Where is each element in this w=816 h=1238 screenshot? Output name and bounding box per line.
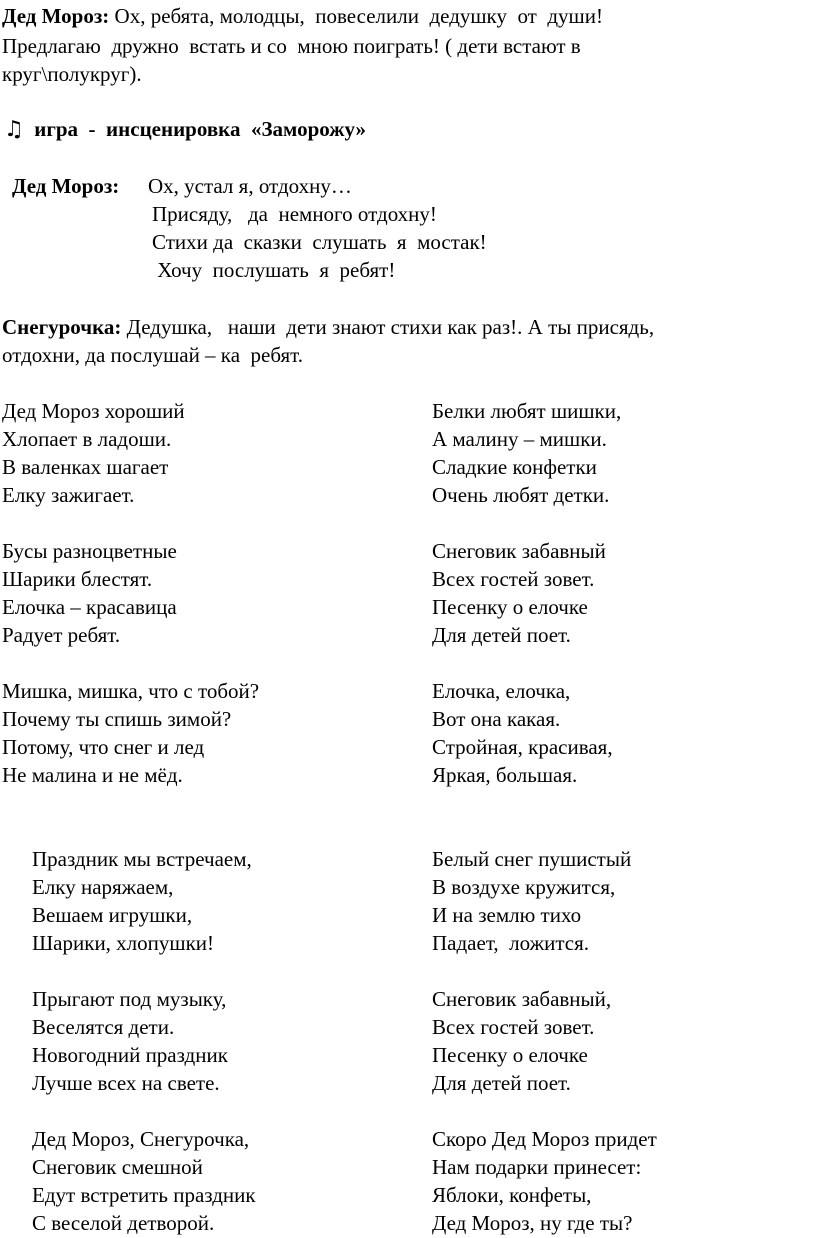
stanza-3-right-line: Вот она какая.	[432, 707, 561, 731]
intro-line-3: круг\полукруг).	[2, 62, 142, 86]
frost-line-1: Ох, устал я, отдохну…	[148, 174, 352, 198]
snow-text-1: Дедушка, наши дети знают стихи как раз!. А ты присядь,	[121, 315, 655, 339]
stanza-2-right-line: Всех гостей зовет.	[432, 567, 595, 591]
stanza-5-right-line: Всех гостей зовет.	[432, 1015, 595, 1039]
stanza-4-right-line: Падает, ложится.	[432, 931, 590, 955]
stanza-1-right-line: Очень любят детки.	[432, 483, 610, 507]
stanza-2-left-line: Радует ребят.	[2, 623, 121, 647]
stanza-5-left-line: Веселятся дети.	[32, 1015, 175, 1039]
game-heading	[4, 115, 366, 144]
stanza-2-left-line: Шарики блестят.	[2, 567, 153, 591]
stanza-2-left-line: Елочка – красавица	[2, 595, 177, 619]
stanza-3-right-line: Стройная, красивая,	[432, 735, 613, 759]
stanza-1-right-line: А малину – мишки.	[432, 427, 607, 451]
stanza-1-left-line: В валенках шагает	[2, 455, 169, 479]
stanza-5-left-line: Новогодний праздник	[32, 1043, 228, 1067]
frost-line-2: Присяду, да немного отдохну!	[152, 202, 437, 226]
stanza-3-left-line: Не малина и не мёд.	[2, 763, 183, 787]
stanza-3-left-line: Потому, что снег и лед	[2, 735, 205, 759]
stanza-2-right-line: Для детей поет.	[432, 623, 571, 647]
stanza-5-right-line: Песенку о елочке	[432, 1043, 588, 1067]
stanza-1-left-line: Дед Мороз хороший	[2, 399, 185, 423]
game-title: игра - инсценировка «Заморожу»	[34, 117, 366, 141]
snow-line-2: отдохни, да послушай – ка ребят.	[2, 343, 304, 367]
stanza-5-right-line: Для детей поет.	[432, 1071, 571, 1095]
stanza-5-left-line: Прыгают под музыку,	[32, 987, 227, 1011]
stanza-4-left-line: Праздник мы встречаем,	[32, 847, 252, 871]
stanza-4-left-line: Шарики, хлопушки!	[32, 931, 215, 955]
stanza-2-right-line: Песенку о елочке	[432, 595, 588, 619]
intro-text-1: Ох, ребята, молодцы, повеселили дедушку от души!	[109, 4, 603, 28]
frost-line-4: Хочу послушать я ребят!	[152, 258, 396, 282]
stanza-3-left-line: Мишка, мишка, что с тобой?	[2, 679, 260, 703]
stanza-4-right-line: Белый снег пушистый	[432, 847, 632, 871]
frost-line-3: Стихи да сказки слушать я мостак!	[152, 230, 487, 254]
stanza-6-right-line: Дед Мороз, ну где ты?	[432, 1211, 633, 1235]
stanza-6-left-line: Дед Мороз, Снегурочка,	[32, 1127, 250, 1151]
stanza-6-left-line: Едут встретить праздник	[32, 1183, 256, 1207]
stanza-3-right-line: Елочка, елочка,	[432, 679, 571, 703]
speaker-snegurochka: Снегурочка:	[2, 315, 122, 339]
stanza-5-right-line: Снеговик забавный,	[432, 987, 612, 1011]
stanza-2-right-line: Снеговик забавный	[432, 539, 606, 563]
stanza-3-left-line: Почему ты спишь зимой?	[2, 707, 232, 731]
stanza-1-left-line: Хлопает в ладоши.	[2, 427, 172, 451]
stanza-5-left-line: Лучше всех на свете.	[32, 1071, 220, 1095]
speaker-ded-moroz-2: Дед Мороз:	[12, 174, 120, 198]
stanza-6-left-line: С веселой детворой.	[32, 1211, 215, 1235]
stanza-6-right-line: Нам подарки принесет:	[432, 1155, 642, 1179]
intro-line-2: Предлагаю дружно встать и со мною поиграть! ( дети встают в	[2, 34, 581, 58]
stanza-1-left-line: Елку зажигает.	[2, 483, 135, 507]
stanza-3-right-line: Яркая, большая.	[432, 763, 578, 787]
stanza-4-left-line: Вешаем игрушки,	[32, 903, 193, 927]
stanza-1-right-line: Сладкие конфетки	[432, 455, 597, 479]
stanza-6-right-line: Яблоки, конфеты,	[432, 1183, 592, 1207]
music-note-icon: ♫	[4, 117, 24, 142]
stanza-6-right-line: Скоро Дед Мороз придет	[432, 1127, 657, 1151]
stanza-2-left-line: Бусы разноцветные	[2, 539, 177, 563]
stanza-6-left-line: Снеговик смешной	[32, 1155, 203, 1179]
stanza-4-right-line: В воздухе кружится,	[432, 875, 616, 899]
snow-line-1	[2, 313, 654, 341]
stanza-4-left-line: Елку наряжаем,	[32, 875, 174, 899]
stanza-1-right-line: Белки любят шишки,	[432, 399, 622, 423]
speaker-ded-moroz: Дед Мороз:	[2, 4, 110, 28]
intro-line-1	[2, 2, 603, 30]
stanza-4-right-line: И на землю тихо	[432, 903, 582, 927]
